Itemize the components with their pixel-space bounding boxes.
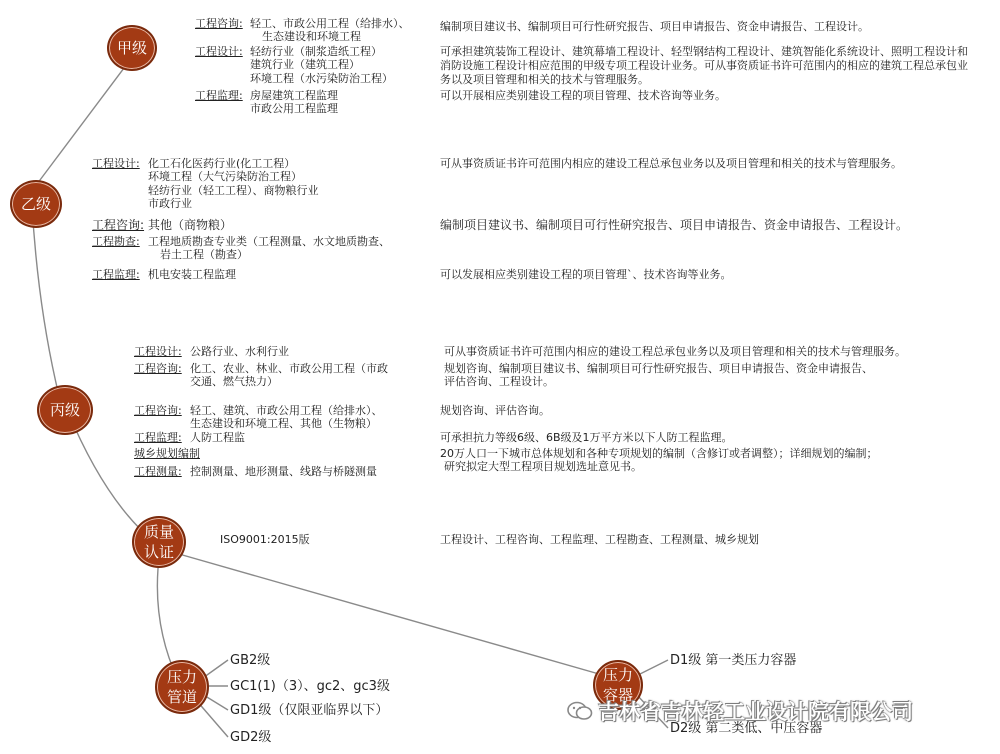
pipe-item-gc1: GC1(1)（3）、gc2、gc3级	[230, 679, 390, 694]
jia-consult-label: 工程咨询:	[195, 17, 243, 30]
bing-design-label: 工程设计:	[134, 345, 182, 358]
yi-consult-desc: 编制项目建议书、编制项目可行性研究报告、项目申请报告、资金申请报告、工程设计。	[440, 218, 909, 232]
yi-supervise-text: 机电安装工程监理	[148, 268, 236, 281]
jia-consult-desc: 编制项目建议书、编制项目可行性研究报告、项目申请报告、资金申请报告、工程设计。	[440, 20, 869, 33]
pipe-item-gd1: GD1级（仅限亚临界以下）	[230, 703, 389, 718]
yi-design-text-4: 市政行业	[148, 197, 192, 210]
yi-design-text-1: 化工石化医药行业(化工工程）	[148, 157, 296, 170]
pipe-item-gb2: GB2级	[230, 653, 271, 668]
yi-survey-label: 工程勘查:	[92, 235, 140, 248]
wechat-icon	[566, 700, 594, 722]
node-pressure-vessel-line2: 容器	[602, 686, 633, 704]
node-yi	[10, 180, 62, 228]
bing-consult2-text-1: 轻工、建筑、市政公用工程（给排水）、	[190, 404, 383, 417]
jia-design-text-3: 环境工程（水污染防治工程）	[250, 72, 393, 85]
bing-consult2-label: 工程咨询:	[134, 404, 182, 417]
quality-standard: ISO9001:2015版	[220, 533, 310, 546]
quality-scope: 工程设计、工程咨询、工程监理、工程勘查、工程测量、城乡规划	[440, 533, 759, 546]
bing-plan-desc-2: 研究拟定大型工程项目规划选址意见书。	[444, 460, 642, 473]
link-jia-yi	[25, 60, 130, 200]
vessel-item-d1: D1级 第一类压力容器	[670, 653, 797, 668]
bing-consult1-text-1: 化工、农业、林业、市政公用工程（市政	[190, 362, 388, 375]
link-vessel-d1	[636, 660, 668, 676]
bing-consult1-desc-2: 评估咨询、工程设计。	[444, 375, 554, 388]
bing-supervise-text: 人防工程监	[190, 431, 245, 444]
bing-consult2-text-2: 生态建设和环境工程、其他（生物粮）	[190, 417, 377, 430]
jia-supervise-text-1: 房屋建筑工程监理	[250, 89, 338, 102]
bing-supervise-label: 工程监理:	[134, 431, 182, 444]
jia-design-desc-2: 消防设施工程设计相应范围的甲级专项工程设计业务。可从事资质证书许可范围内的相应的建筑工程总承包业	[440, 59, 968, 72]
jia-design-text-2: 建筑行业（建筑工程）	[250, 58, 360, 71]
bing-plan-desc-1: 20万人口一下城市总体规划和各种专项规划的编制（含修订或者调整）；详细规划的编制；	[440, 447, 878, 460]
yi-design-label: 工程设计:	[92, 157, 140, 170]
node-quality-line1: 质量	[143, 523, 174, 541]
jia-design-desc-3: 务以及项目管理和相关的技术与管理服务。	[440, 73, 649, 86]
bing-consult1-desc-1: 规划咨询、编制项目建议书、编制项目可行性研究报告、项目申请报告、资金申请报告、	[444, 362, 873, 375]
yi-design-text-2: 环境工程（大气污染防治工程）	[148, 170, 302, 183]
watermark	[566, 696, 913, 726]
node-pressure-vessel-line1: 压力	[602, 666, 633, 684]
node-quality	[132, 516, 186, 568]
bing-supervise-desc: 可承担抗力等级6级、6B级及1万平方米以下人防工程监理。	[440, 431, 733, 444]
node-quality-line2: 认证	[143, 543, 174, 561]
bing-design-text: 公路行业、水利行业	[190, 345, 289, 358]
bing-measure-label: 工程测量:	[134, 465, 182, 478]
bing-measure-text: 控制测量、地形测量、线路与桥隧测量	[190, 465, 377, 478]
link-yi-bing	[32, 205, 60, 400]
bing-design-desc: 可从事资质证书许可范围内相应的建设工程总承包业务以及项目管理和相关的技术与管理服务。	[444, 345, 906, 358]
node-jia-label: 甲级	[116, 39, 147, 57]
bing-plan-label: 城乡规划编制	[134, 447, 200, 460]
node-jia	[107, 25, 157, 71]
node-pressure-pipe	[155, 660, 209, 714]
node-yi-label: 乙级	[20, 195, 51, 213]
node-pressure-pipe-line2: 管道	[166, 688, 197, 706]
jia-supervise-label: 工程监理:	[195, 89, 243, 102]
yi-consult-text: 其他（商物粮）	[148, 218, 233, 232]
yi-supervise-desc: 可以发展相应类别建设工程的项目管理`、技术咨询等业务。	[440, 268, 732, 281]
vessel-item-d2: D2级 第二类低、中压容器	[670, 721, 823, 736]
bing-consult1-label: 工程咨询:	[134, 362, 182, 375]
yi-survey-text-2: 岩土工程（勘查）	[160, 248, 248, 261]
node-pressure-pipe-line1: 压力	[166, 668, 197, 686]
bing-consult1-text-2: 交通、燃气热力）	[190, 375, 278, 388]
pipe-item-gd2: GD2级	[230, 730, 272, 745]
jia-supervise-text-2: 市政公用工程监理	[250, 102, 338, 115]
yi-design-text-3: 轻纺行业（轻工工程）、商物粮行业	[148, 184, 319, 197]
yi-supervise-label: 工程监理:	[92, 268, 140, 281]
node-bing-label: 丙级	[49, 401, 80, 419]
watermark-text: 吉林省吉林轻工业设计院有限公司	[598, 700, 913, 724]
jia-supervise-desc: 可以开展相应类别建设工程的项目管理、技术咨询等业务。	[440, 89, 726, 102]
bing-consult2-desc: 规划咨询、评估咨询。	[440, 404, 550, 417]
jia-consult-text-1: 轻工、市政公用工程（给排水）、	[250, 17, 410, 30]
jia-design-text-1: 轻纺行业（制浆造纸工程）	[250, 45, 382, 58]
jia-consult-text-2: 生态建设和环境工程	[262, 30, 361, 43]
yi-survey-text-1: 工程地质勘查专业类（工程测量、水文地质勘查、	[148, 235, 390, 248]
yi-design-desc: 可从事资质证书许可范围内相应的建设工程总承包业务以及项目管理和相关的技术与管理服务。	[440, 157, 902, 170]
yi-consult-label: 工程咨询:	[92, 218, 145, 232]
node-bing	[37, 385, 93, 435]
jia-design-label: 工程设计:	[195, 45, 243, 58]
jia-design-desc-1: 可承担建筑装饰工程设计、建筑幕墙工程设计、轻型钢结构工程设计、建筑智能化系统设计、照明工程设计和	[440, 45, 968, 58]
